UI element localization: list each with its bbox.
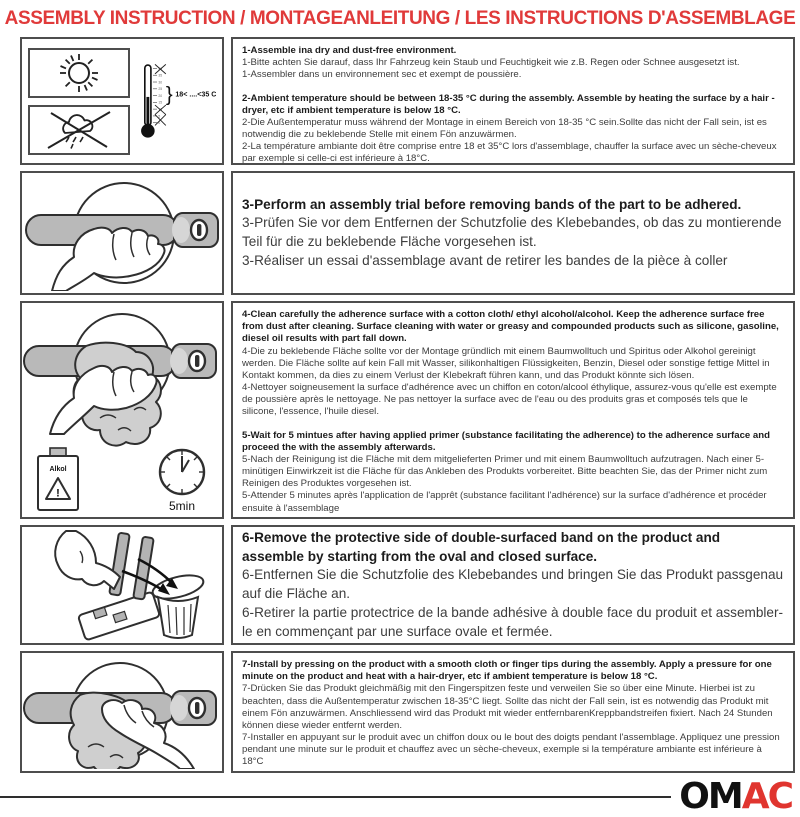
adhesive-strip: [133, 537, 154, 600]
weather-icons: [28, 48, 130, 155]
step-6-fr: 6-Retirer la partie protectrice de la bande adhésive à double face du produit et assembler-le en commençant par une surface ovale et fermée.: [242, 604, 784, 639]
step-7: [242, 659, 784, 769]
row-assembly-trial: [20, 171, 795, 295]
step-4-de: 4-Die zu beklebende Fläche sollte vor der Montage gründlich mit einem Baumwolltuch und Spiritus oder Alkohol gereinigt werden. Die Fläche sollte auf kein Fall mit Wasser, silikonhaltigen Flüssigkeiten, Benzin, Diesel oder sonstige fettige Mittel in Kontakt kommen, da dies zu einem Verlust der Klebekraft führen kann, und das Produkt könnte sich lösen.: [242, 345, 770, 381]
svg-text:25: 25: [158, 87, 163, 92]
divider-line: [0, 796, 671, 798]
thermometer-icon: [136, 45, 216, 157]
hand-illustration: [55, 531, 120, 589]
step-6-text-panel: [231, 525, 795, 645]
svg-text:5: 5: [158, 114, 161, 119]
step-6-de: 6-Entfernen Sie die Schutzfolie des Klebebandes und bringen Sie das Produkt passgenau auf die Fläche an.: [242, 567, 784, 601]
svg-text:20: 20: [158, 93, 163, 98]
no-rain-icon: [28, 105, 130, 155]
step-3-en: 3-Perform an assembly trial before removing bands of the part to be adhered.: [242, 196, 742, 212]
sun-icon: [57, 52, 101, 94]
svg-text:35: 35: [158, 73, 163, 78]
row-cleaning: [20, 301, 795, 519]
clean-handle-illustration: [22, 306, 222, 514]
step-3-fr: 3-Réaliser un essai d'assemblage avant de retirer les bandes de la pièce à coller: [242, 252, 728, 268]
no-rain-icon: [45, 109, 113, 151]
page-title: ASSEMBLY INSTRUCTION / MONTAGEANLEITUNG / LES INSTRUCTIONS D'ASSEMBLAGE: [4, 8, 796, 29]
hand-on-handle-illustration: [22, 175, 222, 291]
temp-range-label: 18< ....<35 C: [175, 90, 216, 99]
omac-logo-black: OM: [679, 776, 742, 817]
warning-exclamation: !: [56, 487, 60, 500]
svg-text:0: 0: [158, 121, 161, 126]
press-handle-illustration: [22, 655, 222, 769]
brace-glyph: }: [165, 84, 173, 106]
instruction-rows: [0, 35, 800, 773]
step-7-fr: 7-Installer en appuyant sur le produit avec un chiffon doux ou le bout des doigts pendant l'assemblage. Appliquez une pression pendant une minute sur le produit et chauffez avec un sèche-cheveux, exemple si la température ambiante est inférieure à 18°C: [242, 732, 780, 768]
press-handle-illustration: [20, 651, 224, 773]
door-handle-illustration: [20, 171, 224, 295]
trash-can-icon: [150, 571, 205, 638]
step-1: [242, 45, 784, 82]
alcohol-bottle-icon: [38, 448, 78, 510]
step-3-text-panel: [231, 171, 795, 295]
step-7-en: 7-Install by pressing on the product with a smooth cloth or finger tips during the assembly. Apply a pressure for one minute on the product and heat with a hair-dryer, etc if ambient temperature is below 18 °C.: [242, 659, 772, 683]
alcohol-label: Alkol: [49, 466, 67, 473]
step-5: [242, 430, 784, 515]
step-1-de: 1-Bitte achten Sie darauf, dass Ihr Fahrzeug kein Staub und Feuchtigkeit wie z.B. Regen oder Schnee ausgesetzt ist.: [242, 57, 740, 69]
row-remove-band: [20, 525, 795, 645]
timer-5min-icon: [160, 450, 204, 513]
step-7-text-panel: [231, 651, 795, 773]
peel-strips-illustration: [22, 529, 222, 641]
step-5-de: 5-Nach der Reinigung ist die Fläche mit dem mitgelieferten Primer und mit einem Baumwolltuch aufzutragen. Nach einer 5-minütigen Einwirkzeit ist die Fläche für das Ankleben des Produkts vorbereitet. Bitte beachten Sie, das der Primer nicht zum Reinigen des Produktes vorgesehen ist.: [242, 453, 768, 490]
timer-label: 5min: [168, 499, 196, 513]
svg-text:15: 15: [158, 100, 163, 105]
environment-illustration: [20, 37, 224, 165]
step-7-de: 7-Drücken Sie das Produkt gleichmäßig mit den Fingerspitzen feste und verweilen Sie so über eine Minute. Hierbei ist zu beachten, dass die Außentemperatur zwischen 18-35°C liegt. Sollte das nicht der Fall sein, ist es notwendig das Produkt mit einem Fön anzuwärmen. Anschliessend wird das Produkt mit wieder entfernbarenKreppbandstreifen fixiert. Nach 24 Stunden können diese wieder entfernt werden.: [242, 683, 773, 731]
step-2-en: 2-Ambient temperature should be between 18-35 °C during the assembly. Assemble by heating the surface by a hair -dryer, etc if ambient temperature is below 18 °C.: [242, 92, 775, 116]
step-4-fr: 4-Nettoyer soigneusement la surface d'adhérence avec un chiffon en coton/alcool éthylique, assurez-vous qu'elle est exempte de poussière après le nettoyage. Ne pas nettoyer la surface avec de l'eau ou des produits gras et composés tels que le silicone, l'essence, l'huile diesel.: [242, 382, 777, 418]
sun-icon: [28, 48, 130, 98]
step-2-de: 2-Die Außentemperatur muss während der Montage in einem Bereich von 18-35 °C sein.Sollte das nicht der Fall sein, ist es notwendig die zu beklebende Stelle mit einem Fön anzuwärmen.: [242, 116, 767, 141]
omac-logo-red: AC: [741, 776, 792, 817]
step-1-fr: 1-Assembler dans un environnement sec et exempt de poussière.: [242, 69, 522, 81]
omac-logo: [671, 776, 792, 817]
steps-1-2-text-panel: [231, 37, 795, 165]
footer: [0, 776, 800, 817]
step-3-de: 3-Prüfen Sie vor dem Entfernen der Schutzfolie des Klebebandes, ob das zu montierende Teil für die zu beklebende Fläche vorgesehen ist.: [242, 215, 782, 249]
step-5-en: 5-Wait for 5 mintues after having applied primer (substance facilitating the adherence) to the adherence surface and proceed the with the assembly afterwards.: [242, 429, 770, 453]
step-4-en: 4-Clean carefully the adherence surface with a cotton cloth/ ethyl alcohol/alcohol. Keep the adherence surface free from dust after cleaning. Surface cleaning with water or greasy and compounded products such as silicone, gasoline, diesel oil results with part fall down.: [242, 309, 779, 345]
row-install-press: [20, 651, 795, 773]
row-environment: [20, 37, 795, 165]
step-4: [242, 309, 784, 419]
step-2: [242, 93, 784, 165]
cleaning-illustration: [20, 301, 224, 519]
step-6-en: 6-Remove the protective side of double-surfaced band on the product and assemble by starting from the oval and closed surface.: [242, 529, 721, 564]
peel-strips-illustration: [20, 525, 224, 645]
svg-text:30: 30: [158, 80, 163, 85]
step-2-fr: 2-La température ambiante doit être comprise entre 18 et 35°C lors d'assemblage, chauffer la surface avec un sèche-cheveux par exemple si celle-ci est inférieure à 18°C.: [242, 141, 777, 165]
step-1-en: 1-Assemble ina dry and dust-free environment.: [242, 45, 457, 56]
step-5-fr: 5-Attender 5 minutes après l'application de l'apprêt (substance facilitant l'adhérence) sur la surface d'adhérence et procéder ensuite à l'assemblage: [242, 490, 767, 514]
steps-4-5-text-panel: [231, 301, 795, 519]
